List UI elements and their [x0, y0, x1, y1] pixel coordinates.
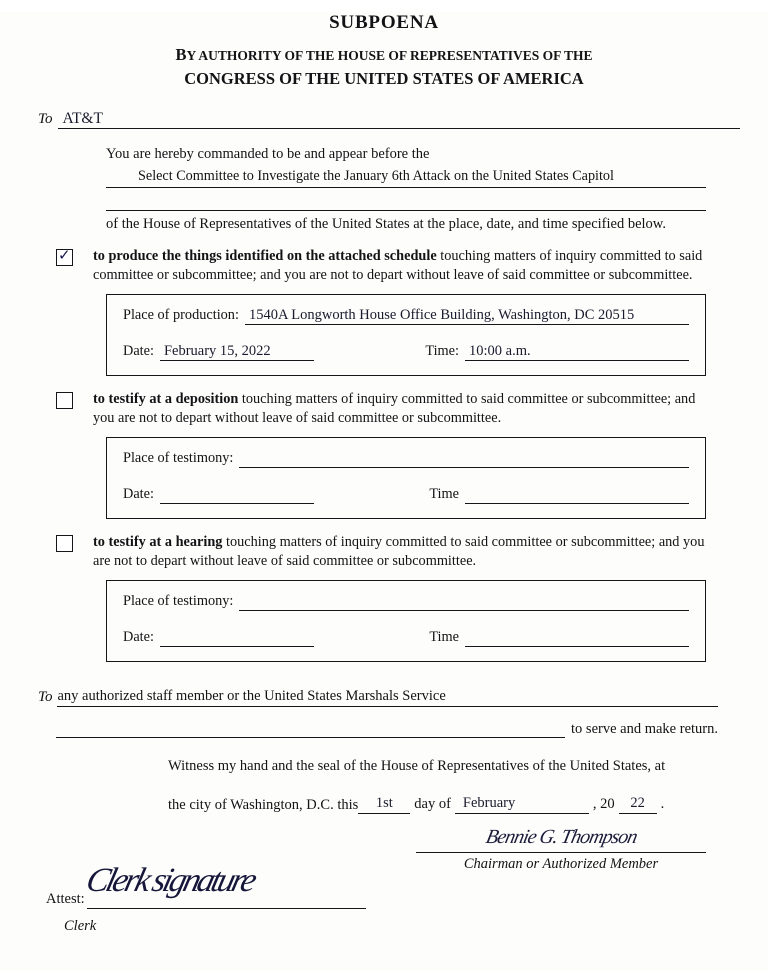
- hearing-time-field[interactable]: [465, 629, 689, 647]
- option-hearing-row: [28, 533, 740, 570]
- authority-line-2-text: CONGRESS OF THE UNITED STATES OF AMERICA: [184, 69, 584, 88]
- option-hearing-text: [93, 533, 718, 570]
- production-place-row: [123, 307, 689, 325]
- service-row: [28, 688, 740, 707]
- serve-return-text: to serve and make return.: [571, 721, 718, 737]
- deposition-date-time-row: [123, 486, 689, 504]
- command-block: [28, 145, 740, 211]
- chairman-signature-block: [416, 826, 706, 873]
- option-produce-rest: touching matters of inquiry committed to said committee or subcommittee; and you are not to depart without leave of said committee or subcommittee.: [93, 248, 703, 283]
- option-deposition-rest: touching matters of inquiry committed to said committee or subcommittee; and you are not to depart without leave of said committee or subcommittee.: [93, 391, 696, 426]
- committee-field[interactable]: Select Committee to Investigate the January 6th Attack on the United States Capitol: [106, 167, 706, 188]
- authority-line-1: [28, 43, 740, 67]
- production-time-field[interactable]: 10:00 a.m.: [465, 343, 689, 361]
- service-to-label: To: [38, 689, 53, 705]
- production-time-label: Time:: [425, 343, 459, 359]
- option-produce-bold: to produce the things identified on the attached schedule: [93, 248, 437, 264]
- authority-line-2: [28, 67, 740, 90]
- hearing-date-label: Date:: [123, 629, 154, 645]
- option-hearing-bold: to testify at a hearing: [93, 534, 223, 550]
- chairman-signature: Bennie G. Thompson: [483, 826, 639, 848]
- day-field[interactable]: 1st: [358, 795, 410, 814]
- city-lead-text: the city of Washington, D.C. this: [168, 797, 359, 813]
- hearing-details-box: [106, 580, 706, 662]
- check-mark-icon: ✓: [58, 246, 71, 264]
- hearing-date-field[interactable]: [160, 629, 314, 647]
- service-addressee-field[interactable]: any authorized staff member or the United States Marshals Service: [57, 688, 718, 707]
- command-tail: of the House of Representatives of the United States at the place, date, and time specified below.: [106, 216, 666, 232]
- page-title: SUBPOENA: [329, 12, 439, 33]
- checkbox-hearing[interactable]: [56, 535, 73, 552]
- subpoena-document: [0, 12, 768, 971]
- deposition-place-field[interactable]: [239, 450, 689, 468]
- clerk-signature-line: [82, 862, 366, 909]
- deposition-time-label: Time: [429, 486, 459, 502]
- production-date-field[interactable]: February 15, 2022: [160, 343, 314, 361]
- production-date-label: Date:: [123, 343, 154, 359]
- deposition-time-field[interactable]: [465, 486, 689, 504]
- hearing-date-time-row: [123, 629, 689, 647]
- deposition-details-box: [106, 437, 706, 519]
- to-label: To: [38, 111, 53, 127]
- serve-blank-line[interactable]: [56, 723, 565, 738]
- option-deposition-text: [93, 390, 718, 427]
- attest-label: Attest:: [46, 891, 85, 907]
- month-field[interactable]: February: [455, 795, 589, 814]
- production-date-time-row: [123, 343, 689, 361]
- clerk-signature: Clerk signature: [82, 862, 258, 899]
- option-produce-row: [28, 247, 740, 284]
- checkbox-deposition[interactable]: [56, 392, 73, 409]
- witness-text: Witness my hand and the seal of the House of Representatives of the United States, at: [168, 758, 666, 774]
- option-deposition-bold: to testify at a deposition: [93, 391, 239, 407]
- deposition-date-field[interactable]: [160, 486, 314, 504]
- option-produce-text: [93, 247, 718, 284]
- hearing-place-label: Place of testimony:: [123, 593, 234, 609]
- committee-blank-line[interactable]: [106, 200, 706, 211]
- signature-area: [28, 826, 740, 946]
- deposition-date-label: Date:: [123, 486, 154, 502]
- command-intro: You are hereby commanded to be and appear before the: [106, 146, 430, 162]
- clerk-caption: Clerk: [64, 918, 97, 934]
- production-place-label: Place of production:: [123, 307, 239, 323]
- option-deposition-row: [28, 390, 740, 427]
- recipient-row: [28, 110, 740, 129]
- option-hearing-rest: touching matters of inquiry committed to said committee or subcommittee; and you are not to depart without leave of said committee or subcommittee.: [93, 534, 705, 569]
- witness-date-row: [28, 795, 740, 814]
- hearing-place-row: [123, 593, 689, 611]
- chairman-signature-line: [416, 852, 706, 853]
- day-word: day of: [414, 796, 451, 812]
- period-text: .: [660, 796, 665, 812]
- production-place-field[interactable]: 1540A Longworth House Office Building, Washington, DC 20515: [245, 307, 689, 325]
- checkbox-produce[interactable]: [56, 246, 73, 266]
- authority-line-1-smallcaps: Y AUTHORITY OF THE HOUSE OF REPRESENTATIVES OF THE: [186, 48, 593, 63]
- authority-line-1-text: B: [175, 45, 187, 64]
- serve-return-row: [28, 721, 740, 738]
- production-details-box: [106, 294, 706, 376]
- attest-block: [46, 862, 366, 909]
- deposition-place-label: Place of testimony:: [123, 450, 234, 466]
- year-field[interactable]: 22: [619, 795, 657, 814]
- hearing-time-label: Time: [429, 629, 459, 645]
- deposition-place-row: [123, 450, 689, 468]
- hearing-place-field[interactable]: [239, 593, 689, 611]
- recipient-field[interactable]: AT&T: [58, 110, 740, 129]
- chairman-caption: Chairman or Authorized Member: [463, 856, 659, 872]
- year-prefix: , 20: [592, 796, 615, 812]
